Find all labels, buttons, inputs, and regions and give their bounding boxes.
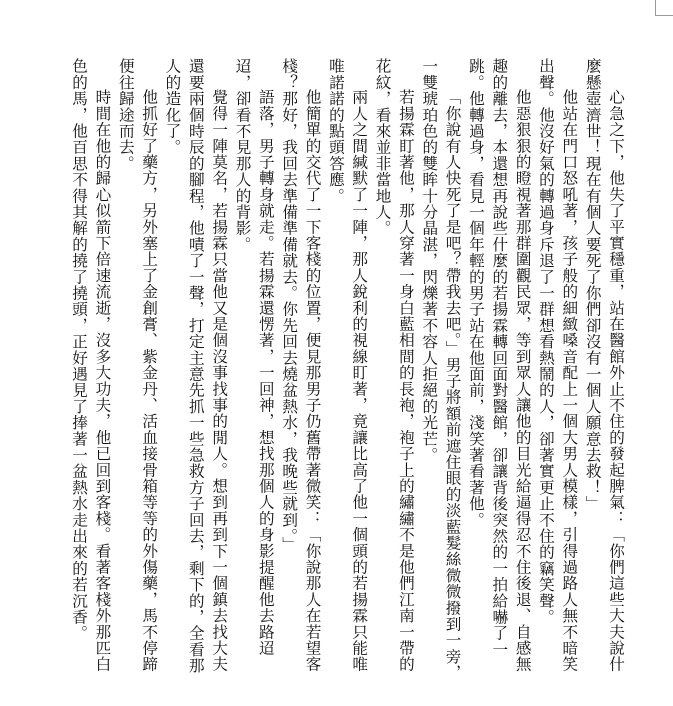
paragraph: 語落，男子轉身就走。若揚霖還愣著，一回神，想找那個人的身影提醒他去路迢迢，卻看不見那人的背影。	[233, 58, 275, 657]
paragraph: 心急之下，他失了平實穩重，站在醫館外止不住的發起脾氣：「你們這些大夫說什麼懸壺濟世！現在有個人要死了你們卻沒有一個人願意去救！」	[583, 58, 625, 673]
paragraph: 時間在他的歸心似箭下倍速流逝，沒多大功夫，他已回到客棧。看著客棧外那匹白色的馬，他百思不得其解的撓了撓頭，正好遇見了捧著一盆熱水走出來的若沉香。	[70, 58, 112, 673]
paragraph: 他站在門口怒吼著，孩子般的細緻嗓音配上一個大男人模樣，引得過路人無不暗笑出聲。他沒好氣的轉過身斥退了一群想看熱鬧的人，卻著實更止不住的竊笑聲。	[536, 58, 579, 673]
paragraph: 他惡狠狠的瞪視著那群圍觀民眾，等到眾人讓他的目光給逼得忍不住後退、自感無趣的離去，本還想再說些什麼的若揚霖轉回面對醫館，卻讓背後突然的一拍給嚇了一跳。他轉過身，看見一個年輕的男子站在他面前，淺笑著看著他。	[466, 58, 532, 673]
paragraph: 他簡單的交代了一下客棧的位置，便見那男子仍舊帶著微笑：「你說那人在若望客棧？那好，我回去準備準備就去。你先回去燒盆熱水，我晚些就到。」	[280, 58, 322, 673]
paragraph: 若揚霖盯著他，那人穿著一身白藍相間的長袍，袍子上的繡繡不是他們江南一帶的花紋，看來並非當地人。	[373, 58, 415, 673]
vertical-text-body	[67, 58, 627, 688]
margin-corner-mark	[655, 15, 673, 16]
paragraph: 他抓好了藥方，另外塞上了金創膏、紫金丹、活血接骨箱等等的外傷藥，馬不停蹄便往歸途而去。	[116, 58, 159, 673]
paragraph: 覺得一陣莫名，若揚霖只當他又是個沒事找事的閒人。想到再到下一個鎮去找大夫還要兩個時辰的腳程，他嘖了一聲，打定主意先抓一些急救方子回去，剩下的，全看那人的造化了。	[163, 58, 229, 674]
paragraph: 「你說有人快死了是吧？帶我去吧。」男子將額前遮住眼的淡藍髮絲微微撥到一旁，一雙琥珀色的雙眸十分晶湛，閃爍著不容人拒絕的光芒。	[420, 58, 462, 681]
margin-corner-mark	[655, 0, 656, 16]
paragraph: 兩人之間緘默了一陣，那人銳利的視線盯著，竟讓比高了他一個頭的若揚霖只能唯唯諾諾的點頭答應。	[326, 58, 369, 673]
